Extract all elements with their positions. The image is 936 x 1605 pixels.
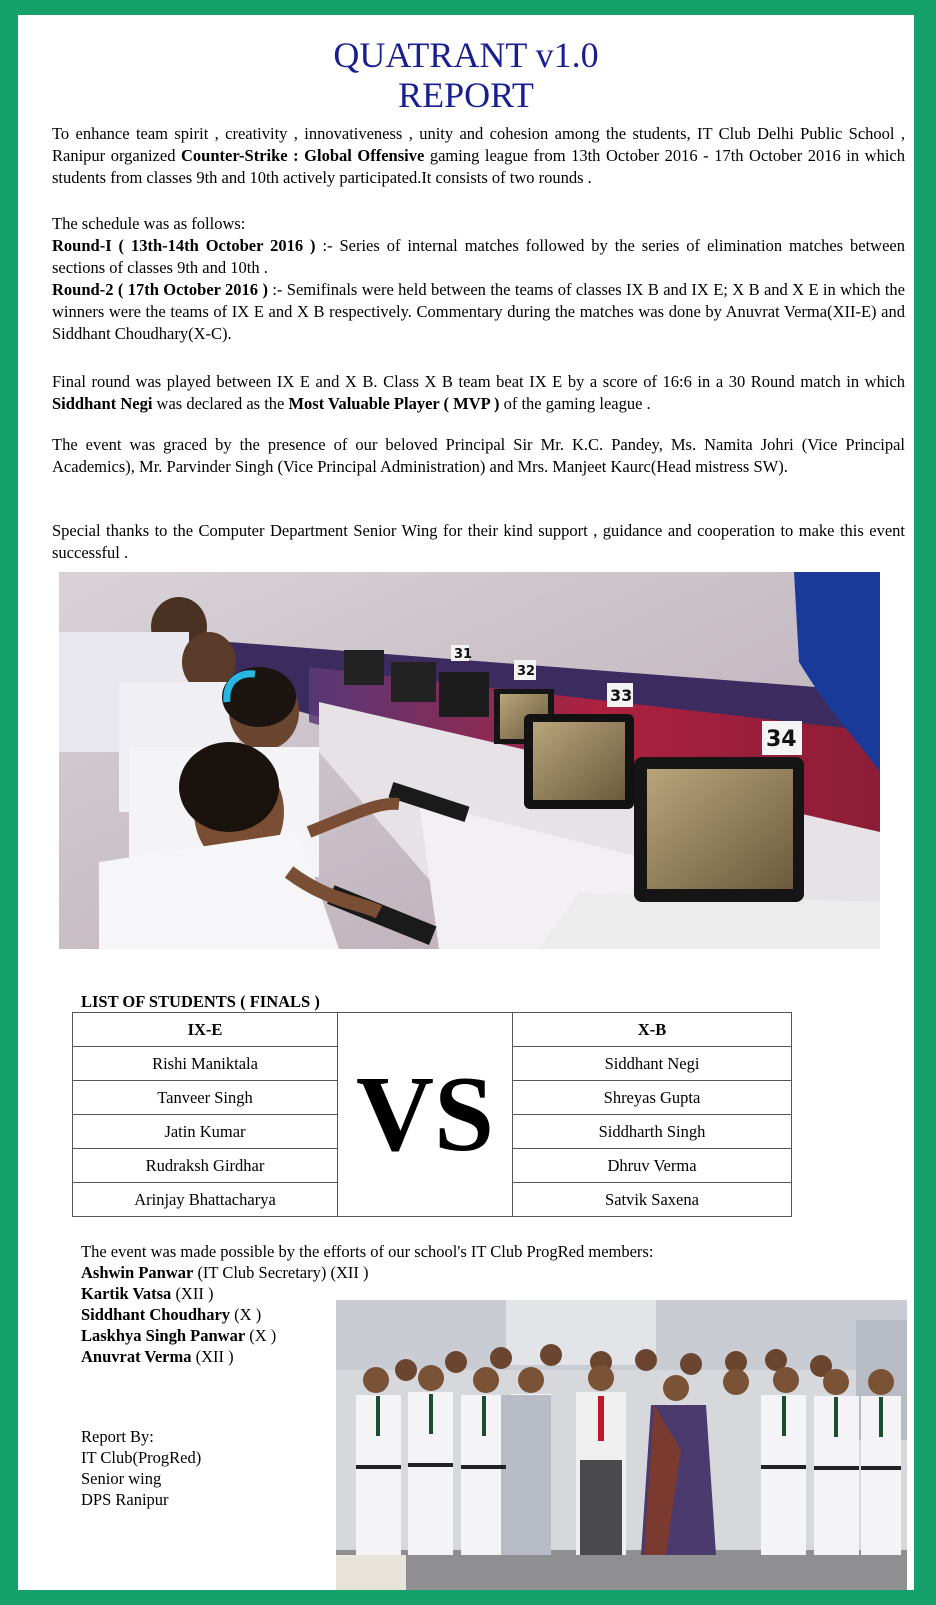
member-role: (XII ) [171,1284,214,1303]
credits-intro: The event was made possible by the efforts of our school's IT Club ProgRed members: [81,1242,654,1261]
member-name: Kartik Vatsa [81,1284,172,1303]
team-b-player: Siddhant Negi [513,1047,792,1081]
vs-label: VS [355,1054,495,1174]
intro-text-2: gaming league from 13th October 2016 - 17th October 2016 in which students from classes 9th and 10th actively participated.It consists of two rounds . [52,146,905,187]
intro-text-1: To enhance team spirit , creativity , innovativeness , unity and cohesion among the students, IT Club Delhi Public School , Ranipur organized [52,124,905,165]
schedule-heading: The schedule was as follows: [52,214,246,233]
monitor-number: 31 [454,647,473,662]
team-a-player: Arinjay Bhattacharya [73,1183,338,1217]
page-title [18,35,914,115]
intro-paragraph [52,123,905,189]
member-role: (X ) [230,1305,262,1324]
round-1-desc: :- Series of internal matches followed by the series of elimination matches between sections of classes 9th and 10th . [52,236,905,277]
table-header-row [73,1013,792,1047]
club-member [81,1262,781,1283]
monitor-number: 34 [766,727,797,752]
report-by-block [81,1426,201,1510]
report-page [18,15,914,1590]
member-name: Laskhya Singh Panwar [81,1326,246,1345]
team-b-player: Shreyas Gupta [513,1081,792,1115]
member-role: (IT Club Secretary) (XII ) [193,1263,369,1282]
team-b-player: Dhruv Verma [513,1149,792,1183]
round-2-label: Round-2 ( 17th October 2016 ) [52,280,268,299]
final-paragraph [52,371,905,415]
monitor-number: 33 [610,686,633,705]
member-name: Anuvrat Verma [81,1347,192,1366]
member-role: (XII ) [191,1347,234,1366]
report-by-line: IT Club(ProgRed) [81,1448,202,1467]
round-2-desc: :- Semifinals were held between the teams of classes IX B and IX E; X B and X E in which the winners were the teams of IX E and X B respectively. Commentary during the matches was done by Anuvrat Verma(XII-E) and Siddhant Choudhary(X-C). [52,280,905,343]
team-a-player: Rishi Maniktala [73,1047,338,1081]
round-1-label: Round-I ( 13th-14th October 2016 ) [52,236,316,255]
final-text-2: was declared as the [152,394,289,413]
report-by-line: Senior wing [81,1469,162,1488]
game-name: Counter-Strike : Global Offensive [180,146,425,165]
team-b-player: Siddharth Singh [513,1115,792,1149]
member-name: Ashwin Panwar [81,1263,194,1282]
students-list-title: LIST OF STUDENTS ( FINALS ) [81,992,320,1011]
vs-cell [338,1013,513,1217]
team-b-player: Satvik Saxena [513,1183,792,1217]
mvp-name: Siddhant Negi [52,394,153,413]
report-by-line: Report By: [81,1427,154,1446]
schedule-section [52,213,905,345]
thanks-paragraph: Special thanks to the Computer Department Senior Wing for their kind support , guidance and cooperation to make this event successful . [52,521,905,562]
round-2-text [52,279,905,345]
member-role: (X ) [245,1326,277,1345]
computer-lab-photo [59,572,880,949]
mvp-title: Most Valuable Player ( MVP ) [288,394,500,413]
member-name: Siddhant Choudhary [81,1305,231,1324]
guests-paragraph: The event was graced by the presence of our beloved Principal Sir Mr. K.C. Pandey, Ms. Namita Johri (Vice Principal Academics), Mr. Parvinder Singh (Vice Principal Administration) and Mrs. Manjeet Kaurc(Head mistress SW). [52,435,905,476]
monitor-number: 32 [517,664,536,679]
team-a-player: Rudraksh Girdhar [73,1149,338,1183]
final-text-1: Final round was played between IX E and X B. Class X B team beat IX E by a score of 16:6 in a 30 Round match in which [52,372,905,391]
report-by-line: DPS Ranipur [81,1490,169,1509]
team-a-player: Tanveer Singh [73,1081,338,1115]
finals-teams-table [72,1012,792,1217]
team-a-header: IX-E [73,1013,338,1047]
final-text-3: of the gaming league . [499,394,651,413]
team-a-player: Jatin Kumar [73,1115,338,1149]
team-b-header: X-B [513,1013,792,1047]
round-1-text [52,235,905,279]
title-line-2: REPORT [398,75,534,115]
title-line-1: QUATRANT v1.0 [333,35,599,75]
group-photo [336,1300,907,1590]
